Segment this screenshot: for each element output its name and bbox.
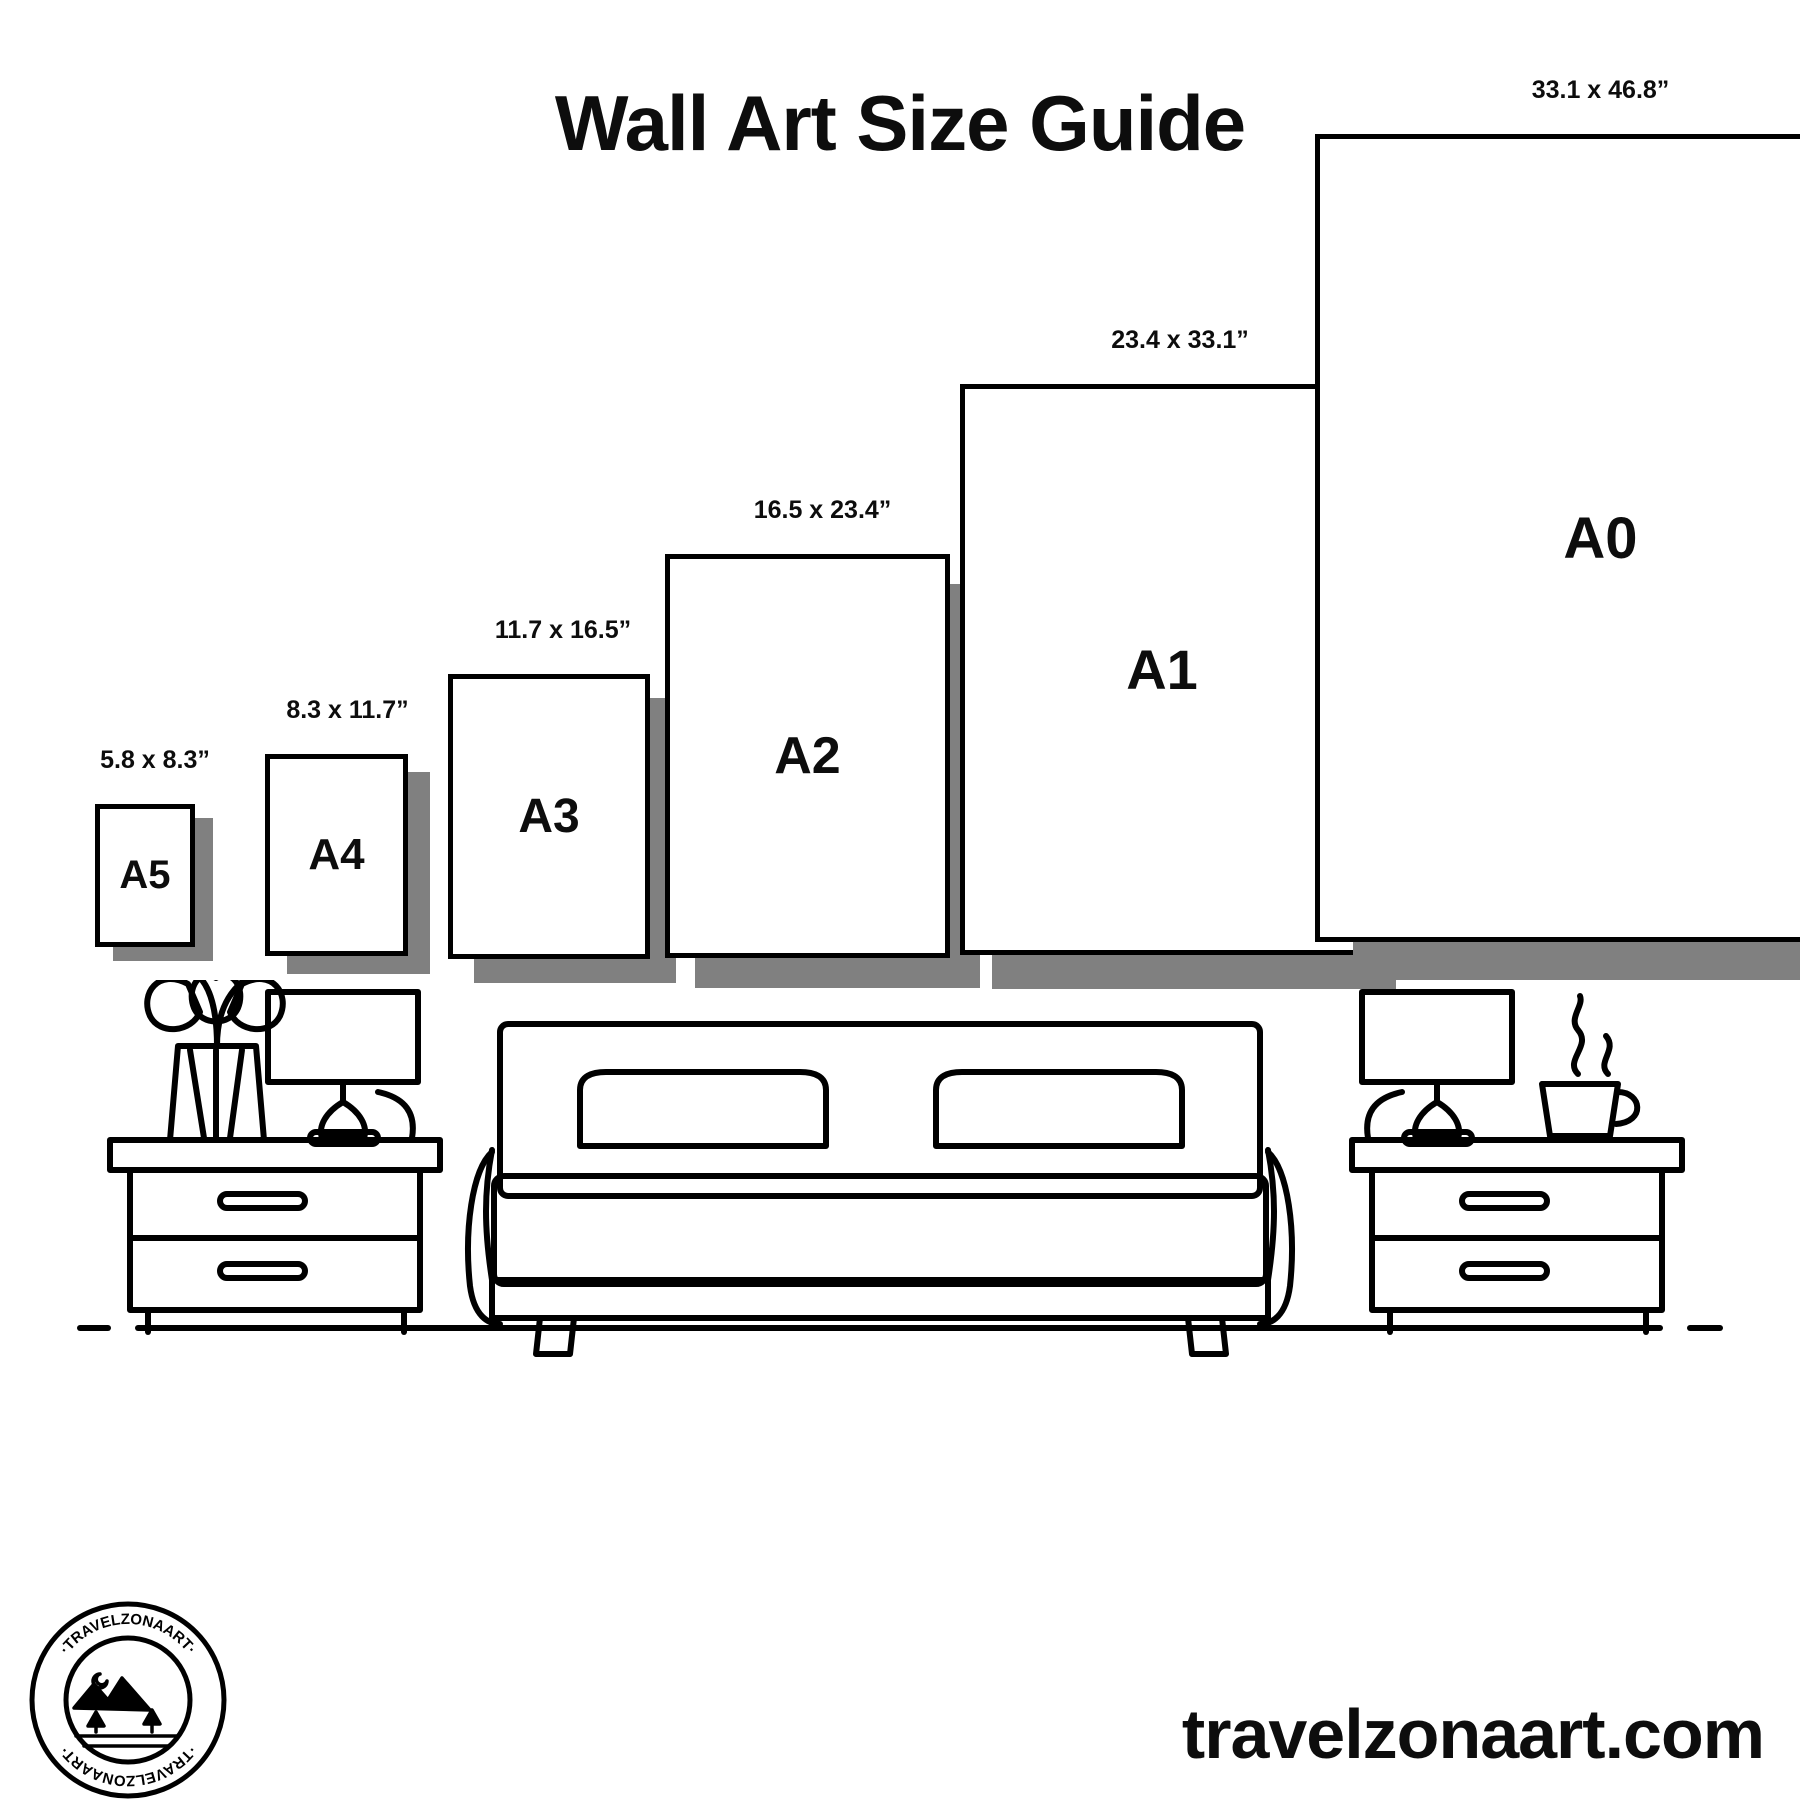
bedroom-scene-illustration bbox=[60, 980, 1740, 1400]
page-title: Wall Art Size Guide bbox=[554, 79, 1246, 167]
frame-box-a2[interactable] bbox=[665, 554, 950, 958]
logo-ring-text-bottom: ·TRAVELZONAART· bbox=[56, 1742, 200, 1790]
coffee-cup bbox=[1542, 996, 1637, 1136]
left-table-lamp bbox=[268, 992, 418, 1144]
frame-dims-a2: 16.5 x 23.4” bbox=[753, 496, 892, 524]
frame-label-a1: A1 bbox=[1126, 638, 1198, 701]
frame-label-a0: A0 bbox=[1563, 505, 1638, 571]
frame-dims-a5: 5.8 x 8.3” bbox=[100, 746, 210, 774]
frame-dims-a3: 11.7 x 16.5” bbox=[494, 616, 632, 644]
left-nightstand bbox=[110, 1140, 440, 1332]
frame-label-a3: A3 bbox=[518, 790, 580, 843]
frame-dims-a1: 23.4 x 33.1” bbox=[1111, 326, 1249, 354]
logo-landscape-icon bbox=[74, 1674, 178, 1746]
frame-box-a4[interactable] bbox=[265, 754, 408, 956]
frame-group-a2[interactable] bbox=[665, 496, 980, 990]
frame-dims-a4: 8.3 x 11.7” bbox=[286, 696, 409, 724]
bed bbox=[468, 1024, 1292, 1354]
plant-vase bbox=[147, 980, 283, 1140]
frame-dims-a0: 33.1 x 46.8” bbox=[1531, 76, 1670, 104]
frame-label-a2: A2 bbox=[774, 727, 841, 785]
frame-label-a5: A5 bbox=[119, 853, 171, 897]
brand-logo[interactable] bbox=[28, 1600, 228, 1800]
right-nightstand bbox=[1352, 1140, 1682, 1332]
logo-ring-text-top: ·TRAVELZONAART· bbox=[56, 1610, 200, 1658]
frame-group-a3[interactable] bbox=[448, 616, 678, 990]
frame-box-a0[interactable] bbox=[1315, 134, 1800, 942]
website-url[interactable]: travelzonaart.com bbox=[1181, 1695, 1764, 1773]
frame-label-a4: A4 bbox=[308, 830, 365, 879]
frame-box-a1[interactable] bbox=[960, 384, 1364, 955]
frame-group-a4[interactable] bbox=[265, 696, 430, 990]
frame-group-a5[interactable] bbox=[95, 746, 215, 990]
frame-group-a0[interactable] bbox=[1315, 76, 1800, 990]
frame-box-a5[interactable] bbox=[95, 804, 195, 947]
right-table-lamp bbox=[1362, 992, 1512, 1144]
frame-box-a3[interactable] bbox=[448, 674, 650, 959]
